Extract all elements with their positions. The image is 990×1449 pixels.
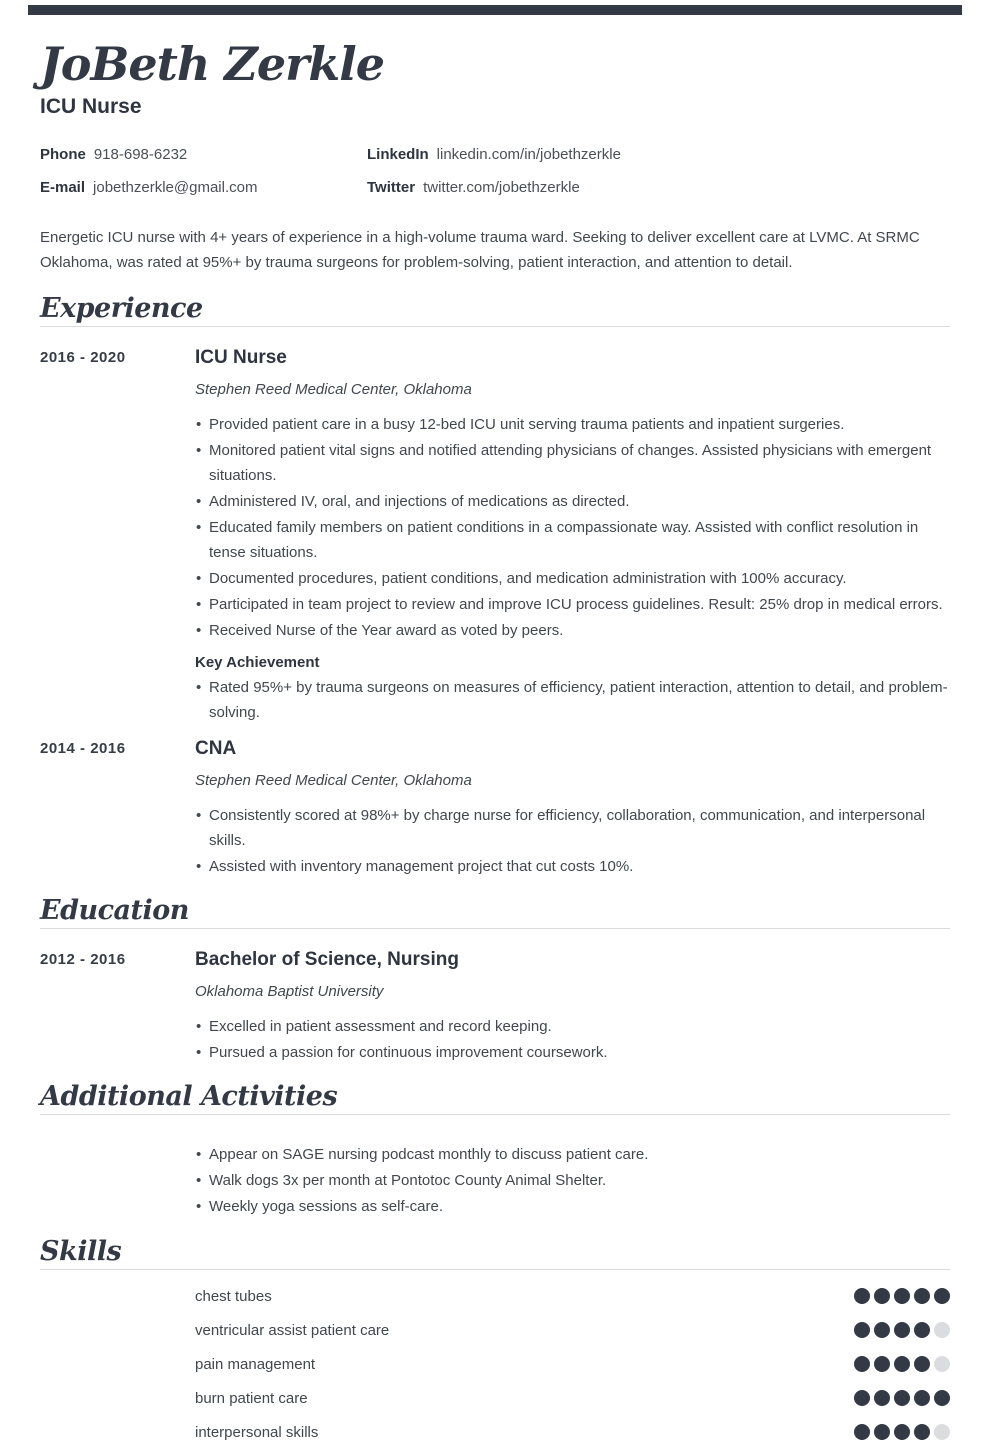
person-name: JoBeth Zerkle	[40, 37, 384, 91]
skill-dot-filled	[894, 1356, 910, 1372]
contact-twitter	[367, 179, 950, 196]
skill-dot-filled	[914, 1390, 930, 1406]
skill-row	[40, 1415, 950, 1449]
experience-entry	[40, 347, 950, 726]
skill-dot-filled	[854, 1288, 870, 1304]
skills-list	[40, 1279, 950, 1449]
contact-twitter-value: twitter.com/jobethzerkle	[423, 179, 580, 196]
bullet-item: • Walk dogs 3x per month at Pontotoc County Animal Shelter.	[195, 1168, 950, 1193]
skill-level-dots	[854, 1288, 950, 1304]
contact-info	[40, 146, 950, 196]
bullet-item: • Assisted with inventory management project that cut costs 10%.	[195, 854, 950, 879]
entry-body	[195, 949, 950, 1066]
skill-dot-filled	[914, 1356, 930, 1372]
skill-dot-filled	[854, 1390, 870, 1406]
skill-dot-filled	[894, 1390, 910, 1406]
skill-dot-filled	[854, 1424, 870, 1440]
skill-dot-filled	[934, 1288, 950, 1304]
skill-dot-filled	[874, 1288, 890, 1304]
skill-dot-filled	[874, 1356, 890, 1372]
skill-dot-empty	[934, 1424, 950, 1440]
key-achievement-label: Key Achievement	[195, 654, 320, 671]
professional-summary: Energetic ICU nurse with 4+ years of experience in a high-volume trauma ward. Seeking to deliver excellent care at LVMC. At SRMC Oklahoma, was rated at 95%+ by trauma surgeons for problem-solving, patient interaction, and attention to detail.	[40, 229, 920, 271]
bullet-item: • Appear on SAGE nursing podcast monthly to discuss patient care.	[195, 1142, 950, 1167]
top-accent-bar	[28, 5, 962, 15]
entry-title: Bachelor of Science, Nursing	[195, 949, 459, 970]
contact-twitter-label: Twitter	[367, 179, 416, 196]
entry-bullet-list	[195, 412, 950, 643]
contact-linkedin-label: LinkedIn	[367, 146, 429, 163]
entry-body	[195, 347, 950, 726]
skill-row-inner	[195, 1356, 950, 1373]
activities-bullet-list	[195, 1142, 950, 1219]
skill-level-dots	[854, 1322, 950, 1338]
experience-entry	[40, 738, 950, 880]
bullet-item: • Monitored patient vital signs and notified attending physicians of changes. Assisted physicians with emergent situations.	[195, 438, 950, 488]
skill-row	[40, 1381, 950, 1415]
bullet-item: • Participated in team project to review and improve ICU process guidelines. Result: 25% drop in medical errors.	[195, 592, 950, 617]
contact-email-label: E-mail	[40, 179, 86, 196]
section-heading-skills: Skills	[40, 1237, 950, 1270]
entry-dates: 2016 - 2020	[40, 349, 126, 366]
skill-dot-filled	[914, 1424, 930, 1440]
skill-row-inner	[195, 1390, 950, 1407]
skill-dot-filled	[894, 1424, 910, 1440]
contact-phone-label: Phone	[40, 146, 86, 163]
skill-name: burn patient care	[195, 1389, 308, 1407]
skill-name: pain management	[195, 1355, 316, 1373]
skill-name: chest tubes	[195, 1287, 272, 1305]
skill-dot-filled	[914, 1288, 930, 1304]
entry-subtitle: Stephen Reed Medical Center, Oklahoma	[195, 381, 472, 398]
contact-linkedin	[367, 146, 950, 163]
entry-body	[195, 738, 950, 880]
contact-email	[40, 179, 367, 196]
skill-dot-filled	[874, 1390, 890, 1406]
entry-subtitle: Stephen Reed Medical Center, Oklahoma	[195, 772, 472, 789]
skill-dot-filled	[934, 1390, 950, 1406]
key-achievement-list	[195, 675, 950, 725]
entry-body	[195, 1135, 950, 1220]
skill-dot-filled	[894, 1322, 910, 1338]
entry-subtitle: Oklahoma Baptist University	[195, 983, 384, 1000]
bullet-item: • Documented procedures, patient conditions, and medication administration with 100% accuracy.	[195, 566, 950, 591]
skill-row-inner	[195, 1424, 950, 1441]
bullet-item: • Administered IV, oral, and injections of medications as directed.	[195, 489, 950, 514]
skill-dot-filled	[914, 1322, 930, 1338]
entry-title: CNA	[195, 738, 237, 759]
entry-dates: 2014 - 2016	[40, 740, 126, 757]
entry-title: ICU Nurse	[195, 347, 287, 368]
skill-dot-empty	[934, 1356, 950, 1372]
contact-linkedin-value: linkedin.com/in/jobethzerkle	[436, 146, 621, 163]
skill-row	[40, 1347, 950, 1381]
skill-level-dots	[854, 1356, 950, 1372]
education-entry	[40, 949, 950, 1066]
bullet-item: • Received Nurse of the Year award as voted by peers.	[195, 618, 950, 643]
bullet-item: • Provided patient care in a busy 12-bed ICU unit serving trauma patients and inpatient surgeries.	[195, 412, 950, 437]
bullet-item: • Consistently scored at 98%+ by charge nurse for efficiency, collaboration, communication, and interpersonal skills.	[195, 803, 950, 853]
skill-name: interpersonal skills	[195, 1423, 319, 1441]
skill-row	[40, 1313, 950, 1347]
section-heading-additional-activities: Additional Activities	[40, 1082, 950, 1115]
contact-phone-value: 918-698-6232	[93, 146, 188, 163]
section-heading-experience: Experience	[40, 294, 950, 327]
skill-dot-filled	[874, 1424, 890, 1440]
person-job-title: ICU Nurse	[40, 95, 142, 118]
contact-email-value: jobethzerkle@gmail.com	[93, 179, 258, 196]
contact-phone	[40, 146, 367, 163]
entry-bullet-list	[195, 803, 950, 879]
bullet-item: • Pursued a passion for continuous improvement coursework.	[195, 1040, 950, 1065]
bullet-item: • Rated 95%+ by trauma surgeons on measures of efficiency, patient interaction, attention to detail, and problem-solving.	[195, 675, 950, 725]
skill-level-dots	[854, 1424, 950, 1440]
skill-row	[40, 1279, 950, 1313]
entry-dates: 2012 - 2016	[40, 951, 126, 968]
bullet-item: • Weekly yoga sessions as self-care.	[195, 1194, 950, 1219]
skill-dot-empty	[934, 1322, 950, 1338]
additional-activities-entry	[40, 1135, 950, 1220]
skill-row-inner	[195, 1288, 950, 1305]
bullet-item: • Educated family members on patient conditions in a compassionate way. Assisted with conflict resolution in tense situations.	[195, 515, 950, 565]
skill-dot-filled	[894, 1288, 910, 1304]
skill-level-dots	[854, 1390, 950, 1406]
skill-dot-filled	[854, 1356, 870, 1372]
skill-row-inner	[195, 1322, 950, 1339]
section-heading-education: Education	[40, 896, 950, 929]
skill-dot-filled	[874, 1322, 890, 1338]
bullet-item: • Excelled in patient assessment and record keeping.	[195, 1014, 950, 1039]
skill-dot-filled	[854, 1322, 870, 1338]
skill-name: ventricular assist patient care	[195, 1321, 390, 1339]
entry-bullet-list	[195, 1014, 950, 1065]
